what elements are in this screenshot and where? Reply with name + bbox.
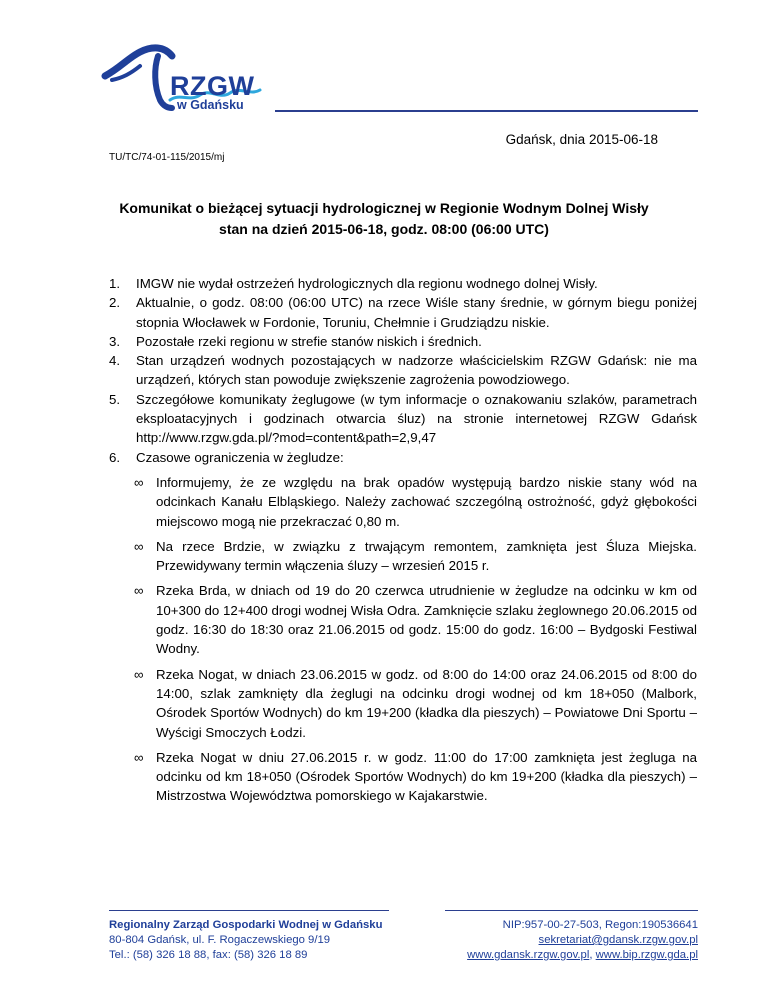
item-number: 5.: [109, 391, 121, 407]
infinity-bullet-icon: ∞: [134, 749, 144, 765]
restriction-item: [109, 748, 697, 806]
item-number: 6.: [109, 449, 121, 465]
infinity-bullet-icon: ∞: [134, 474, 144, 490]
list-item: [109, 274, 697, 293]
logo-city: w Gdańsku: [177, 98, 244, 112]
item-text: Szczegółowe komunikaty żeglugowe (w tym informacje o oznakowaniu szlaków, parametrach eksploatacyjnych i godzinach otwarcia śluz) na stronie internetowej RZGW Gdańsk http://www.rzgw.gda.pl/?mod=content&path=2,9,47: [136, 391, 697, 446]
item-text: Czasowe ograniczenia w żegludze:: [136, 449, 344, 465]
logo-wordmark: RZGW: [170, 71, 255, 101]
infinity-bullet-icon: ∞: [134, 583, 144, 599]
header-divider: [275, 110, 698, 112]
link-separator: ,: [589, 949, 596, 961]
footer-address: 80-804 Gdańsk, ul. F. Rogaczewskiego 9/19: [109, 934, 331, 946]
title-line-2: stan na dzień 2015-06-18, godz. 08:00 (06:00 UTC): [219, 221, 549, 237]
item-number: 4.: [109, 353, 121, 369]
footer-organization: Regionalny Zarząd Gospodarki Wodnej w Gdańsku: [109, 919, 383, 931]
email-link[interactable]: sekretariat@gdansk.rzgw.gov.pl: [538, 934, 698, 946]
restriction-text: Na rzece Brdzie, w związku z trwającym remontem, zamknięta jest Śluza Miejska. Przewidywany termin włączenia śluzy – wrzesień 2015 r.: [156, 538, 697, 574]
document-date: Gdańsk, dnia 2015-06-18: [505, 132, 658, 147]
bip-link[interactable]: www.bip.rzgw.gda.pl: [595, 949, 698, 961]
title-line-1: Komunikat o bieżącej sytuacji hydrologicznej w Regionie Wodnym Dolnej Wisły: [119, 200, 649, 216]
document-title: [80, 198, 688, 240]
reference-number: TU/TC/74-01-115/2015/mj: [109, 152, 225, 163]
restriction-item: [109, 581, 697, 658]
item-number: 3.: [109, 333, 121, 349]
list-item: [109, 390, 697, 448]
document-body: [109, 274, 697, 806]
item-text: Pozostałe rzeki regionu w strefie stanów niskich i średnich.: [136, 333, 482, 349]
restriction-text: Rzeka Brda, w dniach od 19 do 20 czerwca utrudnienie w żegludze na odcinku w km od 10+300 do 12+400 drogi wodnej Wisła Odra. Zamknięcie szlaku żeglownego 20.06.2015 od godz. 16:30 do 18:30 oraz 21.06.2015 od godz. 15:00 do godz. 16:00 – Bydgoski Festiwal Wodny.: [156, 583, 697, 657]
item-text: Aktualnie, o godz. 08:00 (06:00 UTC) na rzece Wiśle stany średnie, w górnym biegu poniżej stopnia Włocławek w Fordonie, Toruniu, Chełmnie i Grudziądzu niskie.: [136, 295, 697, 330]
restriction-item: [109, 537, 697, 576]
footer-tax-ids: NIP:957-00-27-503, Regon:190536641: [502, 919, 698, 931]
list-item: [109, 448, 697, 467]
restriction-item: [109, 665, 697, 742]
list-item: [109, 332, 697, 351]
item-text: IMGW nie wydał ostrzeżeń hydrologicznych dla regionu wodnego dolnej Wisły.: [136, 276, 598, 291]
footer-identifiers: [467, 918, 698, 963]
infinity-bullet-icon: ∞: [134, 666, 144, 682]
item-text: Stan urządzeń wodnych pozostających w nadzorze właścicielskim RZGW Gdańsk: nie ma urządzeń, których stan powoduje zwiększenie zagrożenia powodziowego.: [136, 353, 697, 388]
item-number: 2.: [109, 295, 121, 311]
restriction-item: [109, 473, 697, 531]
item-number: 1.: [109, 276, 121, 291]
list-item: [109, 293, 697, 332]
infinity-bullet-icon: ∞: [134, 538, 144, 554]
restriction-text: Rzeka Nogat, w dniach 23.06.2015 w godz. od 8:00 do 14:00 oraz 24.06.2015 od 8:00 do 14:00, szlak zamknięty dla żeglugi na odcinku drogi wodnej od km 18+050 (Malbork, Ośrodek Sportów Wodnych) do km 19+200 (kładka dla pieszych) – Powiatowe Dni Sportu – Wyścigi Smoczych Łodzi.: [156, 666, 697, 740]
restriction-text: Rzeka Nogat w dniu 27.06.2015 r. w godz. 11:00 do 17:00 zamknięta jest żegluga na odcinku od km 18+050 (Ośrodek Sportów Wodnych) do km 19+200 (kładka dla pieszych) – Mistrzostwa Województwa pomorskiego w Kajakarstwie.: [156, 749, 697, 804]
footer-divider-left: [109, 910, 389, 911]
footer-phone: Tel.: (58) 326 18 88, fax: (58) 326 18 89: [109, 949, 308, 961]
restriction-text: Informujemy, że ze względu na brak opadów występują bardzo niskie stany wód na odcinkach Kanału Elbląskiego. Należy zachować szczególną ostrożność, gdyż głębokości miejscowo mogą nie przekraczać 0,80 m.: [156, 474, 697, 529]
list-item: [109, 351, 697, 390]
footer-contact: [109, 918, 382, 963]
rzgw-logo: [100, 38, 270, 118]
website-link[interactable]: www.gdansk.rzgw.gov.pl: [467, 949, 590, 961]
footer-divider-right: [445, 910, 698, 911]
